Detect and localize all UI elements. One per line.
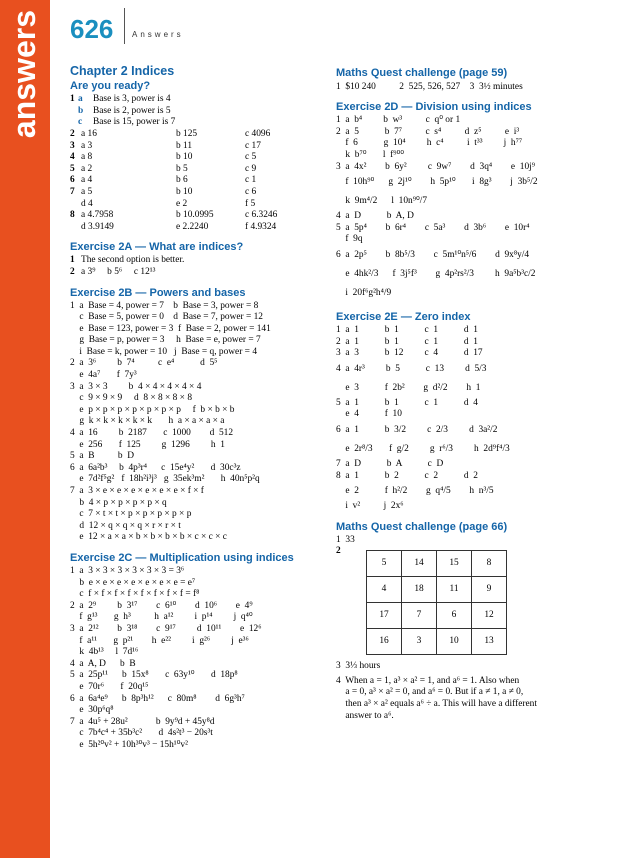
answer-line: 8 a 1 b 2 c 2 d 2 [336, 470, 478, 481]
answer-line: e 70r⁶ f 20q¹⁵ [70, 681, 149, 692]
magic-square-row [367, 577, 507, 603]
answer-line: then a³ × a² equals a⁶ ÷ a. This will have a different [336, 699, 537, 710]
answer-part: c 6.3246 [245, 210, 278, 221]
answer-line: e 256 f 125 g 1296 h 1 [70, 439, 225, 450]
answer-part: 1 [70, 94, 75, 105]
answer-text: The second option is better. [81, 255, 185, 266]
answer-line: b 4 × p × p × p × p × q [70, 497, 167, 508]
answer-line: e 7d²f⁵g² f 18h²i³j³ g 35ek³m² h 40n⁵p²q [70, 474, 260, 485]
magic-square-row [367, 551, 507, 577]
answer-line [70, 106, 332, 118]
answer-line [70, 175, 332, 187]
answer-line: 3 a 2¹² b 3¹⁸ c 9¹⁷ d 10¹¹ e 12⁶ [70, 623, 262, 634]
mq66-answer-4 [336, 676, 628, 722]
answer-part: d 3.9149 [81, 221, 114, 232]
magic-square-row [367, 629, 507, 655]
answer-part: 5 [70, 163, 75, 174]
answer-line [70, 141, 332, 153]
magic-square-cell: 4 [367, 577, 402, 603]
answer-line: 6 a 6a⁴e⁹ b 8p³h¹² c 80m⁸ d 6g³h⁷ [70, 693, 245, 704]
section-title-2e: Exercise 2E — Zero index [336, 310, 471, 323]
answer-part: b 6 [176, 175, 188, 186]
answer-line: 4 a 16 b 2187 c 1000 d 512 [70, 428, 234, 439]
ready-grid [70, 129, 332, 233]
answer-line: 7 a D b A c D [336, 458, 444, 469]
answer-line: 4 a 4r³ b 5 c 13 d 5/3 [336, 363, 487, 374]
answer-part: Base is 3, power is 4 [93, 94, 171, 105]
answer-line: b e × e × e × e × e × e × e = e⁷ [70, 577, 196, 588]
answer-part: 2 [70, 128, 75, 139]
answer-part: a 8 [81, 152, 93, 163]
section-title-mq66: Maths Quest challenge (page 66) [336, 520, 508, 533]
answer-line: i 20f⁶g²h⁴/9 [336, 287, 392, 298]
answer-part: c 17 [245, 140, 261, 151]
answer-line [70, 152, 332, 164]
answer-line: 3 a 3 × 3 b 4 × 4 × 4 × 4 × 4 [70, 381, 202, 392]
magic-square-cell: 6 [437, 603, 472, 629]
answer-line: 4 When a = 1, a³ × a² = 1, and a⁶ = 1. Also when [336, 675, 520, 686]
answer-line [70, 267, 332, 279]
answer-line: 3 a 4x² b 6y² c 9w⁷ d 3q⁴ e 10j⁹ [336, 161, 536, 172]
answer-line: k b⁷⁰ l f⁹⁰⁰ [336, 149, 405, 160]
answer-line [70, 222, 332, 234]
answer-line: c 7 × t × t × p × p × p × p × p [70, 509, 192, 520]
answer-part: 8 [70, 210, 75, 221]
ex2e-list [336, 325, 628, 513]
answer-line: f a¹¹ g p²¹ h e²² i g²⁶ j e³⁶ [70, 635, 249, 646]
header-divider [124, 8, 125, 44]
answer-line: e 4 f 10 [336, 409, 402, 420]
answer-line: c f × f × f × f × f × f × f × f = f⁸ [70, 589, 200, 600]
answer-part: c 9 [245, 163, 257, 174]
answer-part: a 16 [81, 128, 97, 139]
answer-line: 2 a 5 b 7⁷ c s⁴ d z⁵ e i³ [336, 126, 520, 137]
answer-line: answer to a⁶. [336, 710, 394, 721]
answer-line [70, 255, 332, 267]
answer-line: 7 a 4u⁵ + 28u² b 9y⁹d + 45y⁸d [70, 716, 215, 727]
answer-part: b 10 [176, 152, 193, 163]
answer-line: 5 a 5p⁴ b 6r⁴ c 5a³ d 3b⁶ e 10r⁴ [336, 222, 530, 233]
mq66-answer-2-number: 2 [336, 546, 341, 557]
magic-square-cell: 15 [437, 551, 472, 577]
answer-line: g Base = p, power = 3 h Base = e, power = 7 [70, 335, 261, 346]
answer-line: 7 a 3 × e × e × e × e × e × e × f × f [70, 486, 204, 496]
mq66-answer-2 [336, 546, 628, 661]
answer-line: g k × k × k × k × k h a × a × a × a [70, 416, 225, 427]
answer-line: c 7b⁴c⁴ + 35b³c² d 4s²t³ − 20s³t [70, 728, 213, 739]
answer-part: b 10.0995 [176, 210, 214, 221]
magic-square-cell: 12 [472, 603, 507, 629]
answer-part: b 10 [176, 186, 193, 197]
magic-square-cell: 16 [367, 629, 402, 655]
answer-line: 2 a 1 b 1 c 1 d 1 [336, 336, 478, 347]
section-title-mq59: Maths Quest challenge (page 59) [336, 67, 508, 79]
answer-part: a [78, 94, 83, 105]
answer-line: 5 a 25p¹¹ b 15x⁸ c 63y¹⁰ d 18p⁸ [70, 670, 238, 681]
answer-line: 2 a 2⁹ b 3¹⁷ c 6¹⁰ d 10⁶ e 4⁹ [70, 600, 253, 611]
section-title-2d: Exercise 2D — Division using indices [336, 101, 532, 114]
answer-text: a 3⁹ b 5⁶ c 12¹³ [81, 266, 156, 277]
answer-part: 3 [70, 140, 75, 151]
answer-line [70, 199, 332, 211]
answer-part: a 5 [81, 186, 93, 197]
ready-list [70, 94, 332, 129]
answer-part: f 4.9324 [245, 221, 277, 232]
sidebar-label: answers [6, 10, 42, 139]
section-title-2c: Exercise 2C — Multiplication using indices [70, 551, 294, 564]
ex2d-list [336, 115, 628, 303]
answer-line: a = 0, a³ × a² = 0, and a⁶ = 0. But if a ≠ 1, a ≠ 0, [336, 687, 524, 698]
answer-line: e 4hk²/3 f 3j⁵f³ g 4p²rs²/3 h 9a⁵b³c/2 [336, 268, 536, 279]
left-column [70, 66, 332, 751]
answer-part: d 4 [81, 198, 93, 209]
answer-line: 6 a 2p⁵ b 8b⁵/3 c 5m¹⁰n⁵/6 d 9x⁸y/4 [336, 249, 530, 260]
magic-square-cell: 18 [402, 577, 437, 603]
magic-square-cell: 8 [472, 551, 507, 577]
ex2c-list [70, 566, 332, 752]
ex2a-list [70, 255, 332, 278]
answer-part: Base is 15, power is 7 [93, 117, 176, 128]
section-title-2a: Exercise 2A — What are indices? [70, 241, 244, 254]
answer-number: 1 [70, 255, 75, 266]
answer-part [70, 117, 78, 129]
answer-part: e 2.2240 [176, 221, 209, 232]
answer-line: c Base = 5, power = 0 d Base = 7, power = 12 [70, 312, 263, 323]
answer-part [70, 199, 78, 211]
answer-line: 6 a 1 b 3/2 c 2/3 d 3a²/2 [336, 424, 498, 435]
answer-line: 1 a Base = 4, power = 7 b Base = 3, power = 8 [70, 300, 259, 311]
answer-part: a 2 [81, 163, 93, 174]
answer-line [70, 94, 332, 106]
chapter-title: Chapter 2 Indices [70, 64, 175, 78]
answer-part: f 5 [245, 198, 256, 209]
page-number: 626 [70, 14, 114, 44]
answer-part: c 1 [245, 175, 257, 186]
answer-part: 7 [70, 186, 75, 197]
answer-line: i v² j 2x⁶ [336, 501, 404, 512]
mq66-answer-1: 1 33 [336, 534, 355, 545]
answer-part: c [78, 117, 83, 128]
magic-square-cell: 5 [367, 551, 402, 577]
section-title-2b: Exercise 2B — Powers and bases [70, 286, 246, 299]
answer-line: 1 a b⁴ b w³ c q⁰ or 1 [336, 115, 461, 126]
running-head: Answers [132, 30, 184, 39]
mq66-answer-3: 3 3⅓ hours [336, 661, 381, 672]
answer-line [70, 117, 332, 129]
answer-line: k 4b¹³ l 7d¹⁶ [70, 647, 139, 658]
magic-square-cell: 17 [367, 603, 402, 629]
magic-square [366, 550, 507, 655]
answer-line: 5 a B b D [70, 451, 135, 462]
answer-part: 4 [70, 152, 75, 163]
magic-square-row [367, 603, 507, 629]
answer-part: e 2 [176, 198, 188, 209]
answer-part: a 4 [81, 175, 93, 186]
magic-square-cell: 3 [402, 629, 437, 655]
answer-line: 3 a 3 b 12 c 4 d 17 [336, 348, 483, 359]
answers-sidebar [0, 0, 50, 858]
magic-square-cell: 9 [472, 577, 507, 603]
answer-part: 6 [70, 175, 75, 186]
answer-part: a 3 [81, 140, 93, 151]
answer-line: 1 a 3 × 3 × 3 × 3 × 3 × 3 = 3⁶ [70, 565, 185, 576]
magic-square-cell: 7 [402, 603, 437, 629]
answer-line: e 2r⁸/3 f g/2 g r⁶/3 h 2d⁹f⁴/3 [336, 443, 510, 454]
answer-part: b 11 [176, 140, 193, 151]
answer-line: e 30p⁶q⁸ [70, 705, 114, 716]
answer-line: f g¹³ g h³ h a¹² i p¹⁴ j q⁴⁰ [70, 612, 253, 623]
answer-line: 4 a D b A, D [336, 211, 414, 222]
answer-part: c 5 [245, 152, 257, 163]
answer-line: k 9m⁴/2 l 10n⁹⁰/7 [336, 196, 428, 207]
answer-line [70, 210, 332, 222]
answer-line [70, 129, 332, 141]
right-column [336, 66, 628, 722]
ex2b-list [70, 301, 332, 544]
answer-part: b 5 [176, 163, 188, 174]
answer-line: 2 a 3⁶ b 7⁴ c e⁴ d 5⁵ [70, 358, 218, 369]
answer-line: f 6 g 10⁴ h c⁴ i t³³ j h⁷⁷ [336, 138, 523, 149]
magic-square-cell: 14 [402, 551, 437, 577]
answer-part: b 125 [176, 128, 198, 139]
answer-part: c 4096 [245, 128, 271, 139]
answer-line: 4 a A, D b B [70, 658, 136, 669]
answer-part: Base is 2, power is 5 [93, 105, 171, 116]
section-title-ready: Are you ready? [70, 79, 151, 92]
answer-line: 5 a 1 b 1 c 1 d 4 [336, 397, 478, 408]
magic-square-cell: 11 [437, 577, 472, 603]
answer-line: f 9q [336, 234, 363, 245]
answer-line: d 12 × q × q × q × r × r × t [70, 520, 181, 531]
answer-line: e 2 f h²/2 g q⁴/5 h n³/5 [336, 486, 494, 497]
answer-part: c 6 [245, 186, 257, 197]
answer-line: f 10h⁹⁰ g 2j¹⁰ h 5p¹⁰ i 8g³ j 3b⁵/2 [336, 177, 538, 188]
answer-number: 2 [70, 266, 75, 277]
answer-line: e 12 × a × a × b × b × b × b × c × c × c [70, 532, 227, 543]
answer-line: i Base = k, power = 10 j Base = q, power = 4 [70, 346, 258, 357]
answer-part [70, 106, 78, 118]
answer-line: e 4a⁷ f 7y³ [70, 370, 137, 381]
answer-line: 1 a 1 b 1 c 1 d 1 [336, 324, 478, 335]
answer-line: e p × p × p × p × p × p × p f b × b × b [70, 404, 235, 415]
answer-part: b [78, 105, 84, 116]
answer-part: a 4.7958 [81, 210, 114, 221]
magic-square-cell: 13 [472, 629, 507, 655]
answer-line [70, 164, 332, 176]
mq59-answers: 1 $10 240 2 525, 526, 527 3 3½ minutes [336, 81, 523, 92]
answer-line: e 5h²⁰v² + 10h³⁰v³ − 15h¹⁰v² [70, 739, 188, 750]
answer-line: e 3 f 2b² g d²/2 h 1 [336, 382, 481, 393]
answer-line: c 9 × 9 × 9 d 8 × 8 × 8 × 8 [70, 393, 193, 404]
answer-line: 6 a 6a²b³ b 4p³r⁴ c 15e⁴y² d 30c³z [70, 462, 241, 473]
answer-line [70, 187, 332, 199]
answer-part [70, 222, 78, 234]
magic-square-cell: 10 [437, 629, 472, 655]
answer-line: e Base = 123, power = 3 f Base = 2, power = 141 [70, 323, 271, 334]
